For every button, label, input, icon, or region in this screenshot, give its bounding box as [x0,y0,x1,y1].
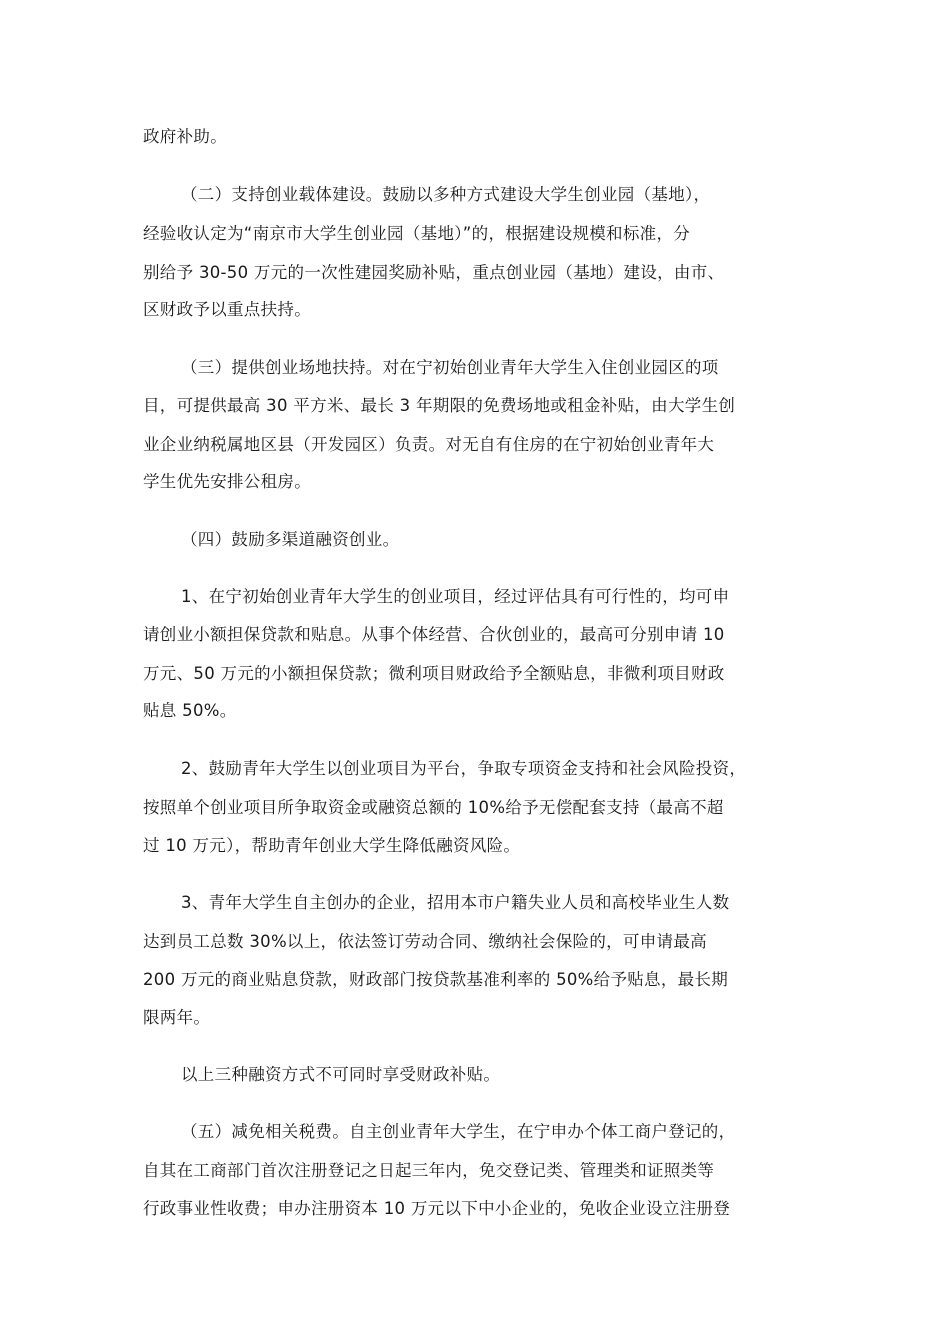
text-line: （五）减免相关税费。自主创业青年大学生，在宁申办个体工商户登记的， [181,1122,736,1141]
text-line: 以上三种融资方式不可同时享受财政补贴。 [181,1065,501,1084]
text-line: 3、青年大学生自主创办的企业，招用本市户籍失业人员和高校毕业生人数 [181,893,730,912]
text-line: 区财政予以重点扶持。 [143,300,311,319]
text-line: 2、鼓励青年大学生以创业项目为平台，争取专项资金支持和社会风险投资， [181,759,747,778]
text-line: （二）支持创业载体建设。鼓励以多种方式建设大学生创业园（基地）， [181,185,711,204]
text-line: 1、在宁初始创业青年大学生的创业项目，经过评估具有可行性的，均可申 [181,587,730,606]
text-line: 限两年。 [143,1008,211,1027]
text-line: 学生优先安排公租房。 [143,472,311,491]
text-line: 自其在工商部门首次注册登记之日起三年内，免交登记类、管理类和证照类等 [143,1161,715,1180]
text-line: （四）鼓励多渠道融资创业。 [181,530,400,549]
text-line: 政府补助。 [143,127,227,146]
text-line: 200 万元的商业贴息贷款，财政部门按贷款基准利率的 50%给予贴息，最长期 [143,970,729,989]
text-line: 达到员工总数 30%以上，依法签订劳动合同、缴纳社会保险的，可申请最高 [143,932,707,951]
text-line: 目，可提供最高 30 平方米、最长 3 年期限的免费场地或租金补贴，由大学生创 [143,396,736,415]
text-line: 过 10 万元），帮助青年创业大学生降低融资风险。 [143,836,521,855]
text-line: 业企业纳税属地区县（开发园区）负责。对无自有住房的在宁初始创业青年大 [143,435,715,454]
text-line: 请创业小额担保贷款和贴息。从事个体经营、合伙创业的，最高可分别申请 10 [143,625,725,644]
text-line: 经验收认定为“南京市大学生创业园（基地）”的，根据建设规模和标准，分 [143,224,691,243]
text-line: 贴息 50%。 [143,701,237,720]
text-line: 行政事业性收费；申办注册资本 10 万元以下中小企业的，免收企业设立注册登 [143,1199,731,1218]
text-line: 别给予 30-50 万元的一次性建园奖励补贴，重点创业园（基地）建设，由市、 [143,263,725,282]
text-line: 按照单个创业项目所争取资金或融资总额的 10%给予无偿配套支持（最高不超 [143,798,724,817]
text-line: （三）提供创业场地扶持。对在宁初始创业青年大学生入住创业园区的项 [181,358,719,377]
text-line: 万元、50 万元的小额担保贷款；微利项目财政给予全额贴息，非微利项目财政 [143,664,725,683]
